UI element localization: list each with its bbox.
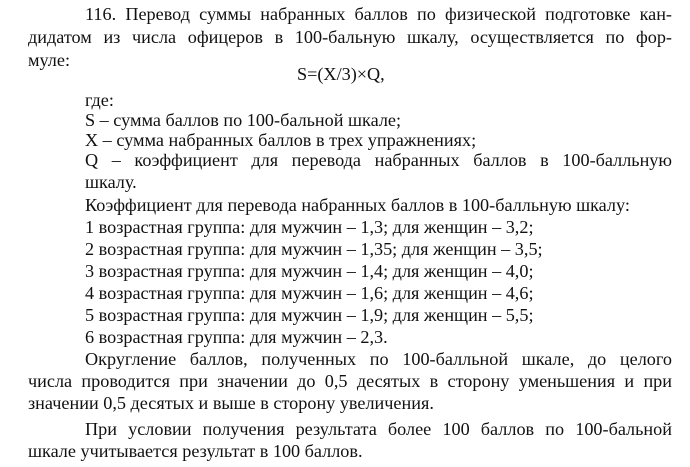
definition-q-line1: Q – коэффициент для перевода набранных баллов в 100-балльную xyxy=(85,150,672,170)
age-group-5: 5 возрастная группа: для мужчин – 1,9; для женщин – 5,5; xyxy=(85,305,534,325)
rounding-line2: числа проводится при значении до 0,5 десятых в сторону уменьшения и при xyxy=(28,371,672,391)
age-group-1: 1 возрастная группа: для мужчин – 1,3; для женщин – 3,2; xyxy=(85,217,534,237)
definition-q-line2: шкалу. xyxy=(85,172,137,192)
para116-line1: 116. Перевод суммы набранных баллов по физической подготовке кан- xyxy=(85,4,672,24)
formula: S=(X/3)×Q, xyxy=(297,64,385,84)
para116-line3: муле: xyxy=(28,50,71,70)
coefficient-intro: Коэффициент для перевода набранных баллов в 100-балльную шкалу: xyxy=(85,195,630,215)
age-group-3: 3 возрастная группа: для мужчин – 1,4; для женщин – 4,0; xyxy=(85,261,534,281)
where-label: где: xyxy=(85,90,114,110)
rounding-line3: значении 0,5 десятых и выше в сторону увеличения. xyxy=(28,393,434,413)
condition-line1: При условии получения результата более 100 баллов по 100-бальной xyxy=(85,419,672,439)
age-group-2: 2 возрастная группа: для мужчин – 1,35; для женщин – 3,5; xyxy=(85,239,543,259)
age-group-6: 6 возрастная группа: для мужчин – 2,3. xyxy=(85,327,388,347)
definition-s: S – сумма баллов по 100-бальной шкале; xyxy=(85,110,402,130)
definition-x: X – сумма набранных баллов в трех упражнениях; xyxy=(85,130,477,150)
para116-line2: дидатом из числа офицеров в 100-бальную шкалу, осуществляется по фор- xyxy=(28,27,672,47)
condition-line2: шкале учитывается результат в 100 баллов. xyxy=(28,441,363,461)
age-group-4: 4 возрастная группа: для мужчин – 1,6; для женщин – 4,6; xyxy=(85,283,534,303)
rounding-line1: Округление баллов, полученных по 100-балльной шкале, до целого xyxy=(85,349,672,369)
